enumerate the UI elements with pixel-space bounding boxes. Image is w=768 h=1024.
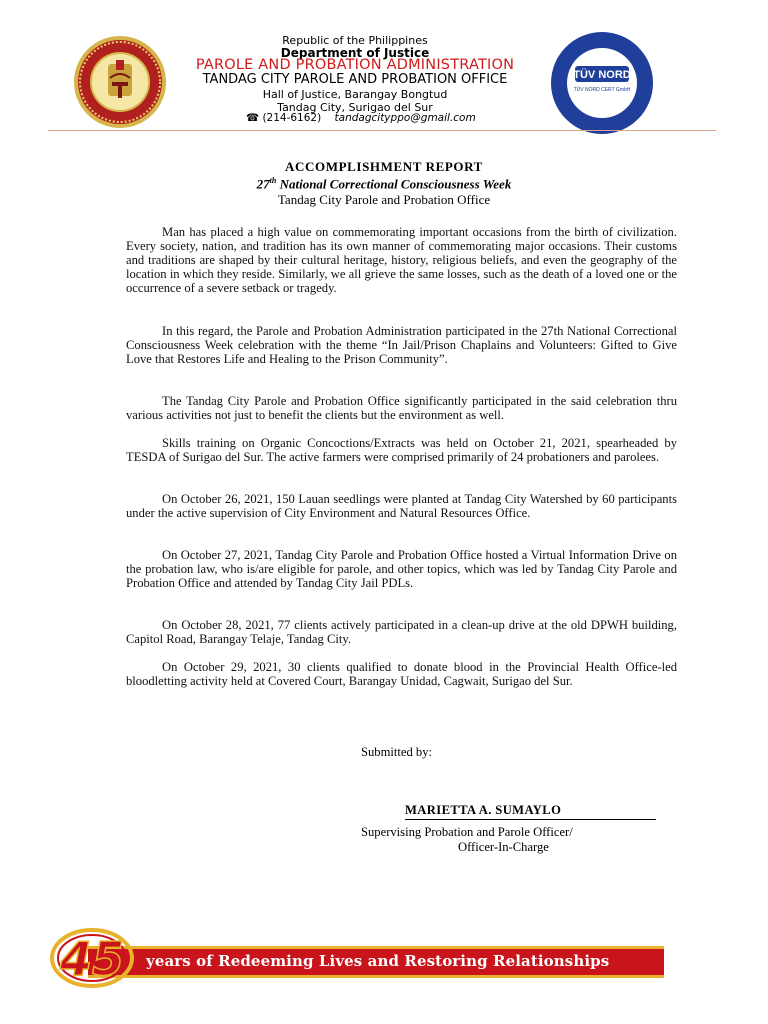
submitted-by-label: Submitted by: bbox=[361, 745, 433, 759]
anniversary-number: 45 bbox=[59, 932, 125, 986]
paragraph-intro: Man has placed a high value on commemorating important occasions from the birth of civilization. Every society, nation, and tradition has its own manner of commemorating major occasions. Their customs and traditions are shaped by their cultural heritage, history, religious beliefs, and even the geography of the location in which they reside. Similarly, we all grieve the same losses, such as the death of a loved one or the occurrence of a severe setback or tragedy. bbox=[126, 225, 677, 295]
republic-line: Republic of the Philippines bbox=[282, 34, 428, 47]
anniversary-slogan: years of Redeeming Lives and Restoring Relationships bbox=[146, 952, 610, 970]
department-line: Department of Justice bbox=[280, 46, 430, 60]
report-title: ACCOMPLISHMENT REPORT bbox=[285, 159, 483, 174]
paragraph-bloodletting: On October 29, 2021, 30 clients qualified to donate blood in the Provincial Health Office-led bloodletting activity held at Covered Court, Barangay Unidad, Cagwait, Surigao del Sur. bbox=[126, 660, 677, 688]
office-name: TANDAG CITY PAROLE AND PROBATION OFFICE bbox=[202, 72, 508, 87]
signatory-name: MARIETTA A. SUMAYLO bbox=[405, 803, 656, 820]
iso-label: ISO 9001 bbox=[576, 100, 628, 121]
address-line-1: Hall of Justice, Barangay Bongtud bbox=[262, 88, 448, 101]
contact-line bbox=[246, 112, 476, 124]
signatory-title-2: Officer-In-Charge bbox=[458, 840, 549, 854]
tuv-brand-text: TÜV NORD bbox=[573, 69, 631, 81]
letterhead-divider bbox=[48, 130, 716, 131]
report-office-line: Tandag City Parole and Probation Office bbox=[277, 192, 491, 207]
paragraph-theme: In this regard, the Parole and Probation Administration participated in the 27th National Correctional Consciousness Week celebration with the theme “In Jail/Prison Chaplains and Volunteers: Gifted to Give Love that Restores Life and Healing to the Prison Community”. bbox=[126, 324, 677, 366]
tuv-nord-iso-logo bbox=[549, 30, 655, 136]
tuv-cert-small-text: TÜV NORD CERT GmbH bbox=[573, 87, 631, 93]
telephone-icon: ☎ bbox=[246, 112, 260, 124]
agency-name: PAROLE AND PROBATION ADMINISTRATION bbox=[195, 57, 515, 73]
ppa-seal-logo bbox=[72, 34, 168, 130]
paragraph-clean-up: On October 28, 2021, 77 clients actively participated in a clean-up drive at the old DPWH building, Capitol Road, Barangay Telaje, Tandag City. bbox=[126, 618, 677, 646]
paragraph-skills-training: Skills training on Organic Concoctions/Extracts was held on October 21, 2021, spearheaded by TESDA of Surigao del Sur. The active farmers were comprised primarily of 24 probationers and parolees. bbox=[126, 436, 677, 464]
phone-number: (214-6162) bbox=[262, 112, 322, 124]
paragraph-tree-planting: On October 26, 2021, 150 Lauan seedlings were planted at Tandag City Watershed by 60 participants under the active supervision of City Environment and Natural Resources Office. bbox=[126, 492, 677, 520]
email-address[interactable]: tandagcityppo@gmail.com bbox=[334, 112, 476, 124]
address-line-2: Tandag City, Surigao del Sur bbox=[277, 101, 433, 114]
paragraph-participation: The Tandag City Parole and Probation Office significantly participated in the said celebration thru various activities not just to benefit the clients but the environment as well. bbox=[126, 394, 677, 422]
signatory-title-1: Supervising Probation and Parole Officer/ bbox=[361, 825, 573, 839]
paragraph-info-drive: On October 27, 2021, Tandag City Parole and Probation Office hosted a Virtual Information Drive on the probation law, who is/are eligible for parole, and other topics, which was led by Tandag City Parole and Probation Office and attended by Tandag City Jail PDLs. bbox=[126, 548, 677, 590]
report-subtitle: 27th National Correctional Consciousness Week bbox=[256, 176, 512, 192]
